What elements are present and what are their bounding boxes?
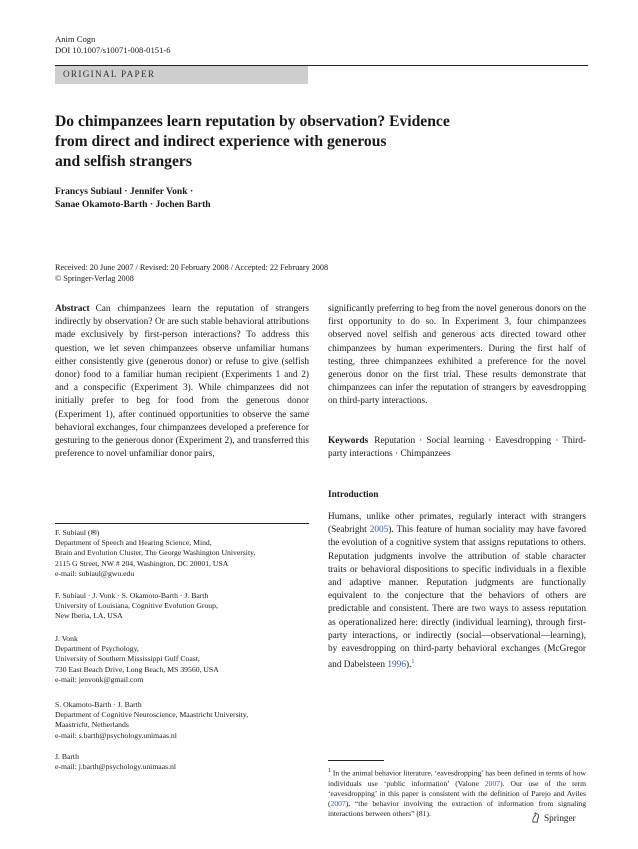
section-banner [55,66,308,84]
author-line: Sanae Okamoto-Barth · Jochen Barth [55,199,211,210]
affiliation-block: F. Subiaul · J. Vonk · S. Okamoto-Barth · J. Barth University of Louisiana, Cognitive Evolution Group, New Iberia, LA, USA [55,591,218,621]
title-line: Do chimpanzees learn reputation by observation? Evidence [55,113,450,130]
article-title [55,112,585,172]
affiliation-block: J. Barth e-mail: j.barth@psychology.unimaas.nl [55,752,177,772]
keywords-text: Reputation · Social learning · Eavesdropping · Third-party interactions · Chimpanzees [328,436,586,460]
journal-name: Anim Cogn [55,34,96,44]
abstract-text: Can chimpanzees learn the reputation of strangers indirectly by observation? Or are such stable behavioral attributions made exclusively by first-person interactions? To address this question, we let seven chimpanzees observe unfamiliar humans either consistently give (generous donor) or refuse to give (selfish donor) food to a familiar human recipient (Experiments 1 and 2) and a conspecific (Experiment 3). While chimpanzees did not initially prefer to beg for food from the generous donor (Experiment 1), after continued opportunities to observe the same behavioral exchanges, four chimpanzees developed a preference for gesturing to the generous donor (Experiment 2), and transferred this preference to novel unfamiliar donor pairs, [55,304,309,460]
abstract-left [55,303,309,461]
keywords [328,435,586,461]
abstract-text-continued: significantly preferring to beg from the novel generous donors on the first opportunity to do so. In Experiment 3, four chimpanzees observed novel selfish and generous acts directed toward other chimpanzees by human experimenters. During the first half of testing, three chimpanzees exhibited a preference for the novel generous donor on the first trial. These results demonstrate that chimpanzees can infer the reputation of strangers by eavesdropping on third-party interactions. [328,304,586,407]
introduction-heading: Introduction [328,490,379,500]
author-line: Francys Subiaul · Jennifer Vonk · [55,186,194,197]
citation-link[interactable]: 2007 [484,778,501,788]
affiliation-block: S. Okamoto-Barth · J. Barth Department of Cognitive Neuroscience, Maastricht University, Maastricht, Netherlands e-mail: s.barth@psychology.unimaas.nl [55,700,249,740]
author-list [55,185,415,211]
springer-horse-icon [530,812,541,823]
citation-link[interactable]: 2005 [369,525,389,536]
doi: DOI 10.1007/s10071-008-0151-6 [55,45,171,55]
citation-link[interactable]: 1996 [387,660,406,671]
footnote-mark: 1 [328,768,331,774]
introduction-text: Humans, unlike other primates, regularly interact with strangers (Seabright 2005). This feature of human sociality may have favored the evolution of a cognitive system that assigns reputations to others. Reputation judgments involve the attribution of stable character traits or behavioral dispositions to specific individuals in a flexible and adaptive manner. Reputation judgments are functionally equivalent to the conjecture that the behaviors of others are predictable and consistent. There are two ways to assess reputation as operationalized here: directly (individual learning), through first-party interactions, or indirectly (social—observational—learning), by eavesdropping on third-party behavioral exchanges (McGregor and Dabelsteen 1996).$^1$ [328,512,586,671]
publisher-logo [530,812,576,823]
abstract-label: Abstract [55,304,90,314]
footnote-link[interactable]: 1 [411,659,415,666]
citation-link[interactable]: 2007 [330,798,346,808]
keywords-label: Keywords [328,436,369,446]
affiliation-block: F. Subiaul (✉) Department of Speech and Hearing Science, Mind, Brain and Evolution Cluster, The George Washington University, 2115 G Street, NW # 204, Washington, DC 20001, USA e-mail: subiaul@gwu.edu [55,528,256,578]
section-label: ORIGINAL PAPER [63,69,156,79]
affiliation-block: J. Vonk Department of Psychology, University of Southern Mississippi Gulf Coast, 730 East Beach Drive, Long Beach, MS 39560, USA e-mail: jenvonk@gmail.com [55,634,219,684]
history-dates: Received: 20 June 2007 / Revised: 20 February 2008 / Accepted: 22 February 2008 [55,263,329,272]
abstract-right [328,303,586,409]
title-line: and selfish strangers [55,153,192,170]
article-dates [55,262,555,284]
publisher-name: Springer [544,812,576,823]
copyright: © Springer-Verlag 2008 [55,274,134,283]
footnote: $^1$ In the animal behavior literature, ‘eavesdropping’ has been defined in terms of how individuals use ‘public information’ (Valone 2007). Our use of the term ‘eavesdropping’ in this paper is consistent with the definition of Parejo and Aviles (2007), “the behavior involving the extraction of information from signaling interactions between others” (81). [328,768,587,818]
journal-header [55,34,171,56]
title-line: from direct and indirect experience with generous [55,133,387,150]
footnote-rule [328,760,384,761]
affiliation-rule [55,523,309,524]
